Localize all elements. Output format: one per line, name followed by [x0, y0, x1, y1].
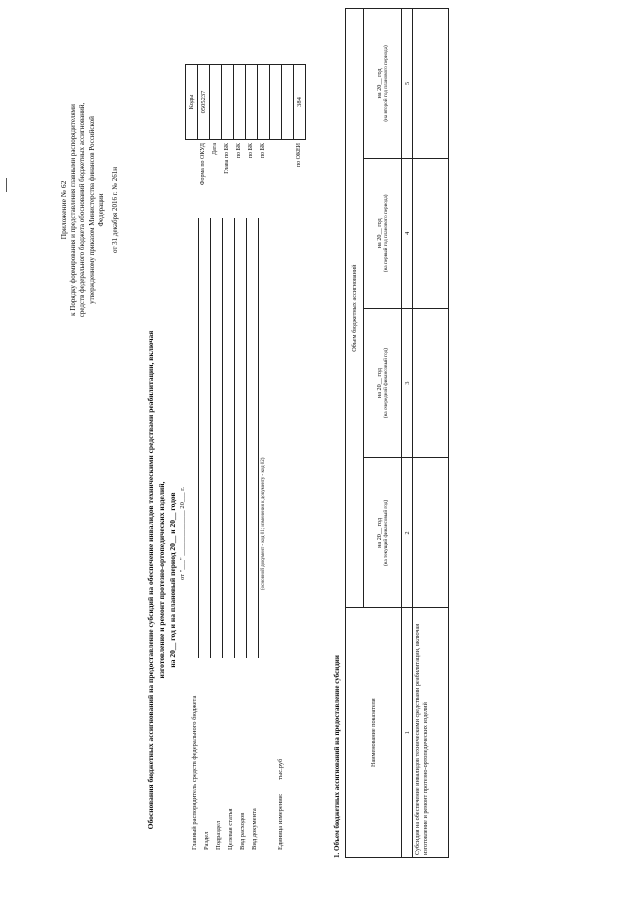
code-date	[210, 65, 222, 140]
cell-value	[413, 308, 449, 458]
code-empty	[270, 65, 282, 140]
codes-label: по ОКЕИ	[296, 143, 302, 168]
expense-type-line	[246, 218, 247, 658]
column-number: 2	[402, 458, 413, 608]
year-desc: (на очередной финансовый год)	[383, 348, 389, 419]
table-row	[413, 9, 449, 858]
codes-label	[185, 143, 197, 205]
appendix-line: к Порядку формирования и представления главными распорядителями	[68, 104, 77, 316]
header-year-plan1	[364, 158, 402, 308]
document-note: (основной документ - код 01; изменения к документу - код 02)	[261, 457, 266, 590]
code-okud: 0505237	[198, 65, 210, 140]
label-subsection: Подраздел	[215, 820, 222, 850]
year-label: на 20__ год	[376, 218, 383, 249]
code-bk	[234, 65, 246, 140]
subsection-line	[222, 218, 223, 658]
cell-value	[413, 458, 449, 608]
allocation-table	[345, 8, 449, 858]
rotated-sheet	[45, 0, 565, 880]
main-manager-line	[198, 218, 199, 658]
cell-value	[413, 9, 449, 159]
header-indicator-name: Наименование показателя	[346, 608, 402, 858]
label-target-article: Целевая статья	[227, 808, 234, 850]
column-number: 1	[402, 608, 413, 858]
label-expense-type: Вид расходов	[239, 812, 246, 850]
codes-label	[281, 143, 293, 205]
appendix-line: средств федерального бюджета обоснований бюджетных ассигнований,	[78, 102, 86, 318]
label-unit: Единица измерения:	[277, 793, 284, 850]
year-label: на 20__ год	[376, 517, 383, 548]
codes-label: по БК	[260, 143, 266, 159]
appendix-line: Федерации	[97, 193, 105, 227]
label-main-manager: Главный распорядитель средств федерального бюджета	[191, 695, 198, 850]
codes-label: Глава по БК	[224, 143, 230, 174]
codes-label: по БК	[248, 143, 254, 159]
appendix-line: от 31 декабря 2016 г. № 261н	[110, 166, 119, 254]
column-number: 3	[402, 308, 413, 458]
document-title	[145, 310, 178, 850]
year-desc: (на второй год планового периода)	[383, 45, 389, 122]
codes-table	[185, 64, 306, 140]
cell-value	[413, 158, 449, 308]
year-desc: (на первый год планового периода)	[383, 194, 389, 273]
header-year-plan2	[364, 9, 402, 159]
header-allocation-volume: Объем бюджетных ассигнований	[346, 9, 364, 608]
section-heading: 1. Объем бюджетных ассигнований на предоставление субсидии	[333, 655, 341, 858]
codes-labels	[185, 143, 305, 205]
year-label: на 20__ год	[376, 68, 383, 99]
code-okei: 384	[294, 65, 306, 140]
codes-label: Дата	[212, 143, 218, 155]
codes-header: Коды	[186, 65, 198, 140]
appendix-line: утвержденному приказом Министерства финансов Российской	[87, 116, 96, 304]
section-line	[210, 218, 211, 658]
row-subsidy-name: Субсидия на обеспечение инвалидов техническими средствами реабилитации, включая изготовление и ремонт протезно-ортопедических изделий	[413, 608, 449, 858]
label-document-type: Вид документа	[251, 808, 258, 850]
label-section: Раздел	[203, 831, 210, 850]
year-label: на 20__ год	[376, 368, 383, 399]
code-bk	[258, 65, 270, 140]
codes-label: Форма по ОКУД	[200, 143, 206, 186]
column-number: 5	[402, 9, 413, 159]
year-desc: (на текущий финансовый год)	[383, 499, 389, 567]
appendix-number: Приложение № 62	[59, 180, 68, 240]
codes-label: по БК	[236, 143, 242, 159]
column-number: 4	[402, 158, 413, 308]
code-bk	[246, 65, 258, 140]
code-chapter	[222, 65, 234, 140]
date-line: от "___" ______________ 20___ г.	[179, 487, 186, 580]
target-article-line	[234, 218, 235, 658]
document-type-line	[258, 218, 259, 658]
codes-label	[269, 143, 281, 205]
header-year-current	[364, 458, 402, 608]
appendix-block	[59, 0, 120, 420]
code-empty	[282, 65, 294, 140]
unit-value: тыс.руб	[277, 758, 284, 780]
title-period: на 20__ год и на плановый период 20__ и 20__ годов	[168, 492, 177, 668]
title-line: Обоснования бюджетных ассигнований на предоставление субсидий на обеспечение инвалидов техническими средствами реабилитации, включая изготовление и ремонт протезно-ортопедических изделий,	[146, 330, 166, 830]
header-year-next	[364, 308, 402, 458]
scan-mark	[6, 178, 7, 192]
